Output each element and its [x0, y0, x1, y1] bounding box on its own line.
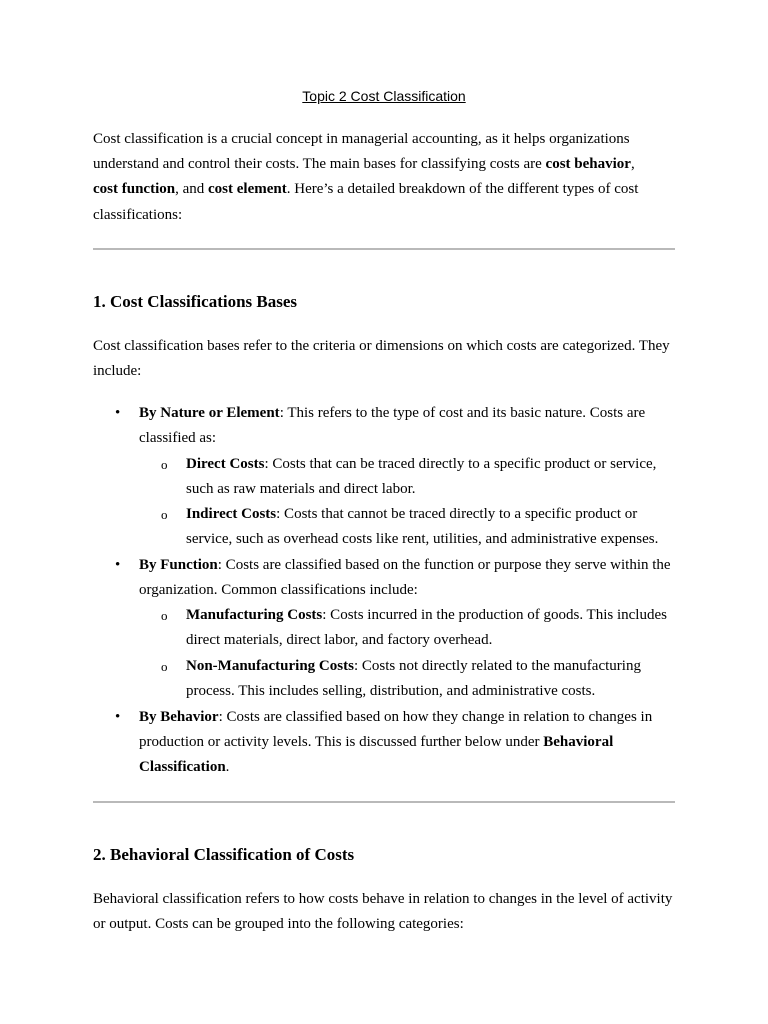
- sub-list-item: [186, 502, 686, 552]
- list-item: [139, 705, 675, 781]
- section-1-paragraph: Cost classification bases refer to the criteria or dimensions on which costs are categorized. They include:: [93, 338, 670, 380]
- list-item-text: : Costs are classified based on how they change in relation to changes in production or activity levels. This is discussed further below under: [139, 709, 653, 751]
- intro-bold-term: cost function: [93, 181, 176, 198]
- list-item-bold-term: Behavioral Classification: [139, 734, 614, 776]
- sub-bullet-icon: o: [161, 608, 168, 623]
- horizontal-rule: [93, 248, 675, 250]
- sub-list-item-label: Non-Manufacturing Costs: [186, 658, 354, 674]
- section-1-heading: 1. Cost Classifications Bases: [93, 292, 298, 311]
- list-item-label: By Behavior: [139, 709, 219, 725]
- section-2-heading: 2. Behavioral Classification of Costs: [93, 845, 355, 864]
- sub-list-item-label: Indirect Costs: [186, 506, 277, 522]
- sub-list-item-text: : Costs not directly related to the manufacturing process. This includes selling, distribution, and administrative costs.: [186, 658, 641, 700]
- sub-list-item-label: Manufacturing Costs: [186, 607, 323, 623]
- list-item-text: .: [225, 759, 230, 776]
- sub-bullet-icon: o: [161, 507, 168, 522]
- intro-text: ,: [630, 156, 635, 173]
- sub-list-item: [186, 603, 686, 653]
- list-item-label: By Nature or Element: [139, 405, 280, 421]
- sub-list-item-text: : Costs that can be traced directly to a specific product or service, such as raw materials and direct labor.: [186, 456, 657, 498]
- sub-bullet-icon: o: [161, 457, 168, 472]
- sub-list-item: [186, 654, 686, 704]
- section-2-paragraph: Behavioral classification refers to how costs behave in relation to changes in the level of activity or output. Costs can be grouped into the following categories:: [93, 891, 673, 933]
- list-item: [139, 401, 675, 451]
- intro-text: . Here’s a detailed breakdown of the different types of cost classifications:: [93, 181, 639, 223]
- bullet-icon: •: [115, 557, 121, 573]
- list-item-text: : Costs are classified based on the function or purpose they serve within the organization. Common classifications include:: [139, 557, 671, 599]
- list-item-label: By Function: [139, 557, 218, 573]
- sub-list-item-text: : Costs that cannot be traced directly to a specific product or service, such as overhead costs like rent, utilities, and administrative expenses.: [186, 506, 659, 548]
- intro-text: , and: [175, 181, 209, 198]
- intro-paragraph: [93, 127, 675, 228]
- list-item-text: : This refers to the type of cost and its basic nature. Costs are classified as:: [139, 405, 646, 447]
- list-item: [139, 553, 675, 603]
- horizontal-rule: [93, 801, 675, 803]
- sub-list-item: [186, 452, 686, 502]
- bullet-icon: •: [115, 405, 121, 421]
- intro-bold-term: cost behavior: [545, 156, 631, 173]
- sub-list-item-text: : Costs incurred in the production of goods. This includes direct materials, direct labor, and factory overhead.: [186, 607, 667, 649]
- intro-bold-term: cost element: [208, 181, 287, 198]
- sub-list-item-label: Direct Costs: [186, 456, 265, 472]
- document-title: Topic 2 Cost Classification: [302, 88, 466, 104]
- intro-text: Cost classification is a crucial concept in managerial accounting, as it helps organizations understand and control their costs. The main bases for classifying costs are: [93, 131, 630, 173]
- sub-bullet-icon: o: [161, 659, 168, 674]
- bullet-icon: •: [115, 709, 121, 725]
